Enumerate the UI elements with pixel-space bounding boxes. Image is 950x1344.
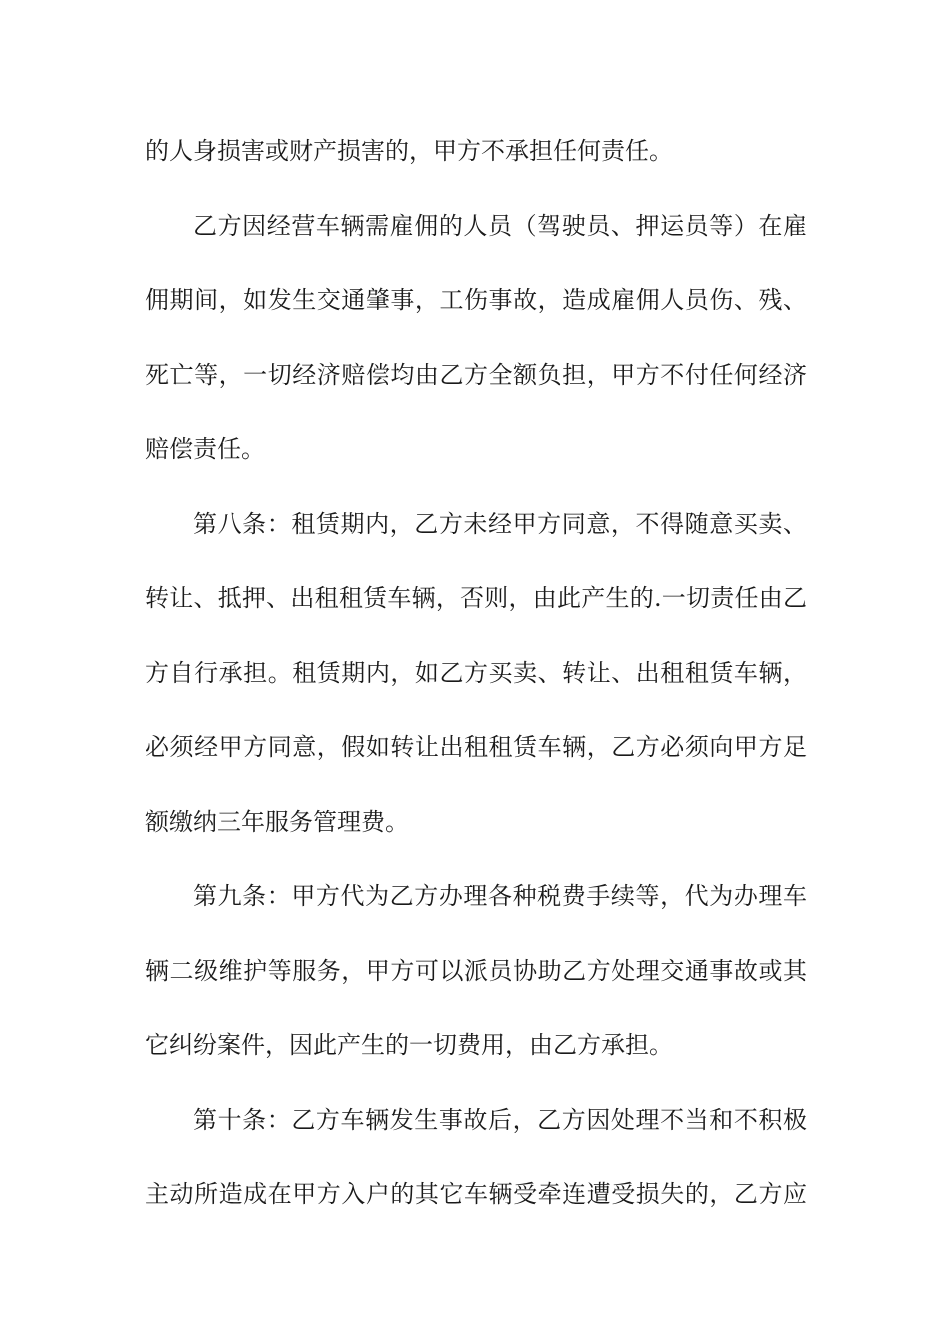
text-line-10: 额缴纳三年服务管理费。 [145, 807, 409, 836]
text-line-9: 必须经甲方同意，假如转让出租租赁车辆，乙方必须向甲方足 [145, 733, 807, 761]
text-line-4: 死亡等，一切经济赔偿均由乙方全额负担，甲方不付任何经济 [145, 360, 807, 389]
text-line-3: 佣期间，如发生交通肇事，工伤事故，造成雇佣人员伤、残、 [145, 286, 807, 314]
text-line-2: 乙方因经营车辆需雇佣的人员（驾驶员、押运员等）在雇 [193, 211, 807, 240]
text-line-5: 赔偿责任。 [145, 435, 265, 463]
document-body [145, 114, 807, 1232]
text-line-1: 的人身损害或财产损害的，甲方不承担任何责任。 [145, 137, 673, 165]
text-line-6: 第八条：租赁期内，乙方未经甲方同意，不得随意买卖、 [193, 509, 807, 538]
text-line-11: 第九条：甲方代为乙方办理各种税费手续等，代为办理车 [193, 882, 807, 910]
text-line-14: 第十条：乙方车辆发生事故后，乙方因处理不当和不积极 [193, 1105, 807, 1134]
text-line-15: 主动所造成在甲方入户的其它车辆受牵连遭受损失的，乙方应 [145, 1180, 807, 1208]
text-line-8: 方自行承担。租赁期内，如乙方买卖、转让、出租租赁车辆， [145, 658, 807, 687]
text-line-7: 转让、抵押、出租租赁车辆，否则，由此产生的.一切责任由乙 [145, 584, 807, 612]
text-line-13: 它纠纷案件，因此产生的一切费用，由乙方承担。 [145, 1031, 673, 1059]
text-line-12: 辆二级维护等服务，甲方可以派员协助乙方处理交通事故或其 [145, 956, 807, 985]
